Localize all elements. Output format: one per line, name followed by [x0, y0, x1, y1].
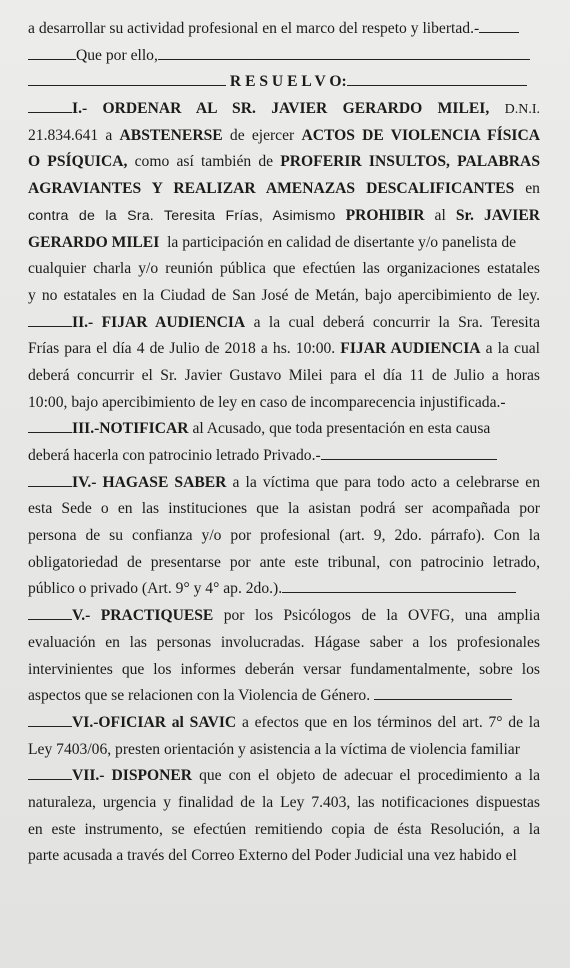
line-06: O PSÍQUICA, como así también de PROFERIR INSULTOS, PALABRAS: [28, 153, 540, 171]
line-31: en este instrumento, se efectúen remitiendo copia de ésta Resolución, a la: [28, 820, 540, 838]
line-02: Que por ello,: [28, 43, 540, 70]
line-01: a desarrollar su actividad profesional en el marco del respeto y libertad.-: [28, 16, 540, 43]
line-15: 10:00, bajo apercibimiento de ley en caso de incomparecencia injustificada.-: [28, 393, 506, 411]
line-13: Frías para el día 4 de Julio de 2018 a hs. 10:00. FIJAR AUDIENCIA a la cual: [28, 340, 540, 358]
line-08: contra de la Sra. Teresita Frías, Asimismo PROHIBIR al Sr. JAVIER: [28, 206, 540, 224]
line-17: deberá hacerla con patrocinio letrado Privado.-: [28, 443, 540, 470]
line-25: intervinientes que los informes deberán versar fundamentalmente, sobre los: [28, 660, 540, 678]
line-16: III.-NOTIFICAR al Acusado, que toda presentación en esta causa: [28, 416, 540, 443]
line-11: y no estatales en la Ciudad de San José de Metán, bajo apercibimiento de ley.: [28, 286, 540, 304]
line-23: V.- PRACTIQUESE por los Psicólogos de la OVFG, una amplia: [28, 603, 540, 630]
line-05: 21.834.641 a ABSTENERSE de ejercer ACTOS DE VIOLENCIA FÍSICA: [28, 126, 540, 144]
line-24: evaluación en las personas involucradas. Hágase saber a los profesionales: [28, 633, 540, 651]
line-26: aspectos que se relacionen con la Violencia de Género.: [28, 683, 540, 710]
line-21: obligatoriedad de presentarse por ante este tribunal, con patrocinio letrado,: [28, 553, 540, 571]
line-09: GERARDO MILEI la participación en calidad de disertante y/o panelista de: [28, 233, 517, 251]
line-27: VI.-OFICIAR al SAVIC a efectos que en los términos del art. 7° de la: [28, 710, 540, 737]
line-12: II.- FIJAR AUDIENCIA a la cual deberá concurrir la Sra. Teresita: [28, 310, 540, 337]
line-18: IV.- HAGASE SABER a la víctima que para todo acto a celebrarse en: [28, 470, 540, 497]
line-19: esta Sede o en las instituciones que la asistan podrá ser acompañada por: [28, 500, 540, 518]
resuelvo-heading: R E S U E L V O:: [28, 69, 540, 96]
line-22: público o privado (Art. 9° y 4° ap. 2do.).: [28, 576, 540, 603]
line-04: I.- ORDENAR AL SR. JAVIER GERARDO MILEI, D.N.I.: [28, 96, 540, 123]
line-32: parte acusada a través del Correo Externo del Poder Judicial una vez habido el: [28, 847, 517, 865]
line-07: AGRAVIANTES Y REALIZAR AMENAZAS DESCALIFICANTES en: [28, 180, 540, 198]
resolution-text: [28, 16, 540, 870]
line-28: Ley 7403/06, presten orientación y asistencia a la víctima de violencia familiar: [28, 740, 520, 758]
line-29: VII.- DISPONER que con el objeto de adecuar el procedimiento a la: [28, 763, 540, 790]
line-20: persona de su confianza y/o por profesional (art. 9, 2do. párrafo). Con la: [28, 527, 540, 545]
line-14: deberá concurrir el Sr. Javier Gustavo Milei para el día 11 de Julio a horas: [28, 366, 540, 384]
line-30: naturaleza, urgencia y finalidad de la Ley 7.403, las notificaciones dispuestas: [28, 793, 540, 811]
line-10: cualquier charla y/o reunión pública que efectúen las organizaciones estatales: [28, 260, 540, 278]
